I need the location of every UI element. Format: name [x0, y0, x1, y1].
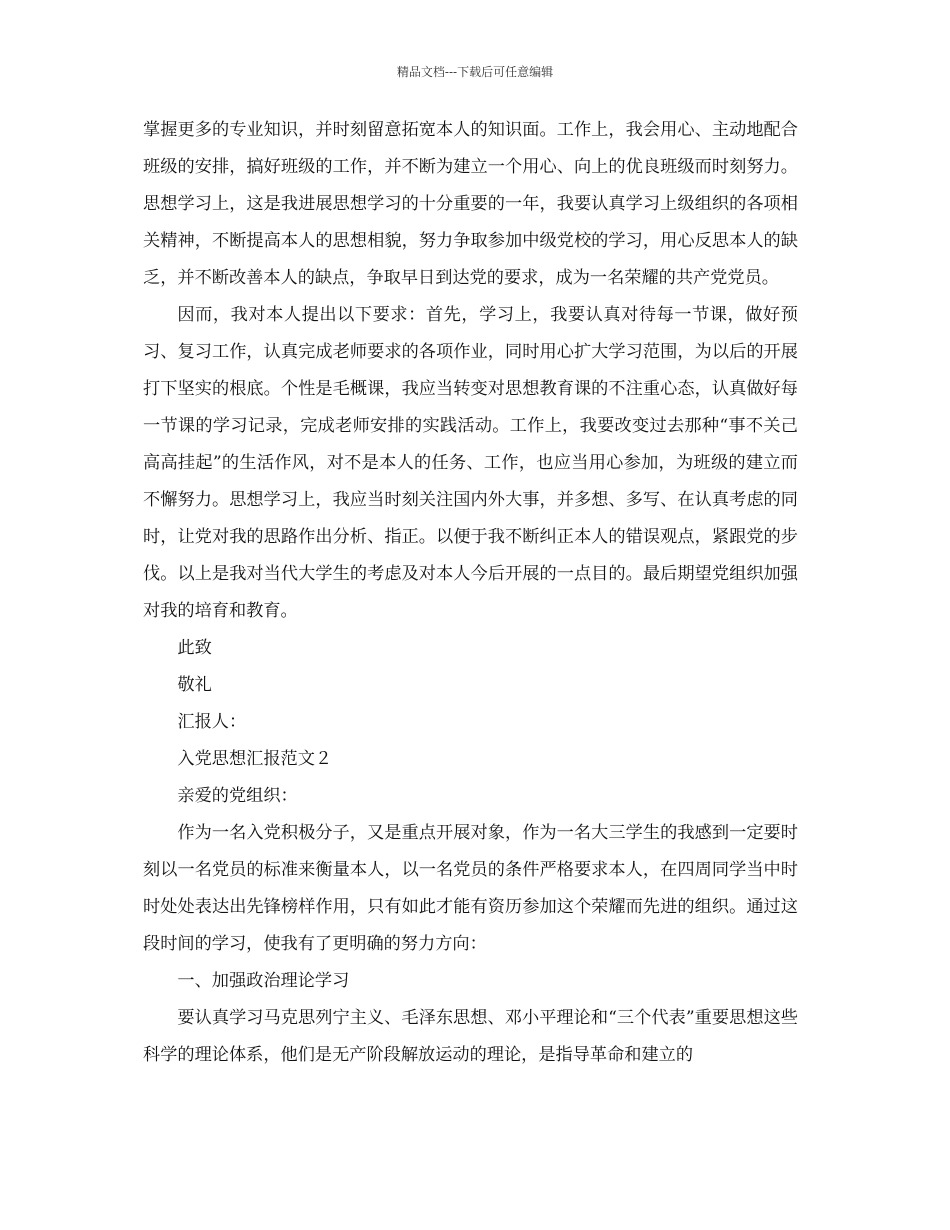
page-header: 精品文档---下载后可任意编辑: [396, 65, 554, 79]
paragraph-2: 因而，我对本人提出以下要求：首先，学习上，我要认真对待每一节课，做好预习、复习工作，认真完成老师要求的各项作业，同时用心扩大学习范围，为以后的开展打下坚实的根底。个性是毛概课，我应当转变对思想教育课的不注重心态，认真做好每一节课的学习记录，完成老师安排的实践活动。工作上，我要改变过去那种“事不关己高高挂起”的生活作风，对不是本人的任务、工作，也应当用心参加，为班级的建立而不懈努力。思想学习上，我应当时刻关注国内外大事，并多想、多写、在认真考虑的同时，让党对我的思路作出分析、指正。以便于我不断纠正本人的错误观点，紧跟党的步伐。以上是我对当代大学生的考虑及对本人今后开展的一点目的。最后期望党组织加强对我的培育和教育。: [143, 305, 798, 621]
document-body: [143, 112, 798, 1074]
paragraph-3: 作为一名入党积极分子，又是重点开展对象，作为一名大三学生的我感到一定要时刻以一名党员的标准来衡量本人，以一名党员的条件严格要求本人，在四周同学当中时时处处表达出先锋榜样作用，只有如此才能有资历参加这个荣耀而先进的组织。通过这段时间的学习，使我有了更明确的努力方向：: [143, 823, 798, 954]
subheading-1: 一、加强政治理论学习: [177, 971, 350, 991]
closing-salutation: 此致: [177, 638, 212, 658]
paragraph-1: 掌握更多的专业知识，并时刻留意拓宽本人的知识面。工作上，我会用心、主动地配合班级的安排，搞好班级的工作，并不断为建立一个用心、向上的优良班级而时刻努力。思想学习上，这是我进展思想学习的十分重要的一年，我要认真学习上级组织的各项相关精神，不断提高本人的思想相貌，努力争取参加中级党校的学习，用心反思本人的缺乏，并不断改善本人的缺点，争取早日到达党的要求，成为一名荣耀的共产党党员。: [143, 120, 798, 288]
reporter-label: 汇报人：: [177, 712, 247, 732]
greeting: 亲爱的党组织：: [177, 786, 298, 806]
section-title: 入党思想汇报范文２: [177, 749, 333, 769]
closing-regards: 敬礼: [177, 675, 212, 695]
paragraph-4: 要认真学习马克思列宁主义、毛泽东思想、邓小平理论和“三个代表”重要思想这些科学的理论体系，他们是无产阶段解放运动的理论，是指导革命和建立的: [143, 1008, 798, 1065]
